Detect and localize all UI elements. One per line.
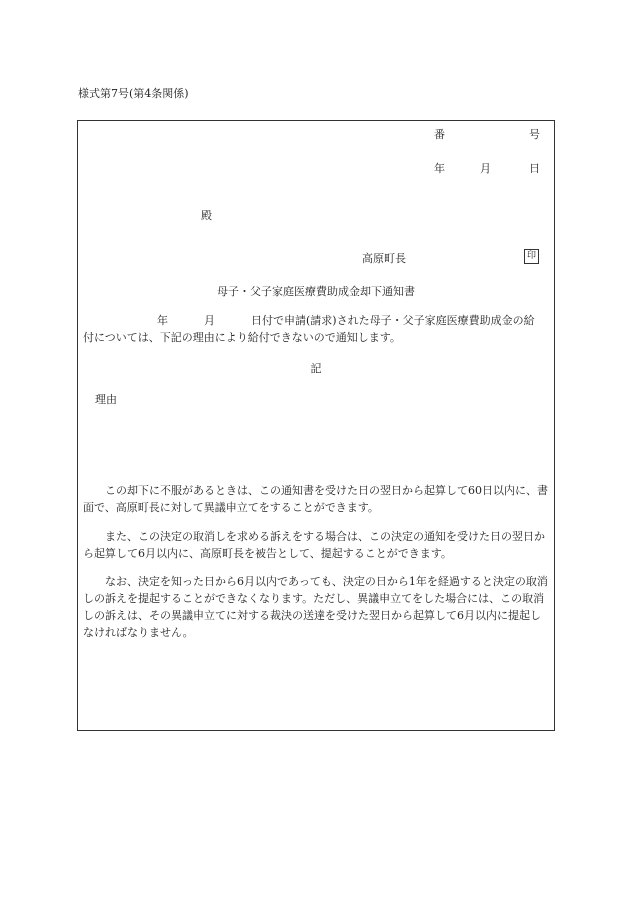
issuer-title: 高原町長 [362,252,406,265]
intro-month: 月 [204,314,215,327]
reason-label: 理由 [95,393,117,406]
number-suffix: 号 [529,128,540,141]
notice-paragraph-2: また、この決定の取消しを求める訴えをする場合は、この決定の通知を受けた日の翌日から起算して6月以内に、高原町長を被告として、提起することができます。 [83,530,545,560]
notice-paragraph-1: この却下に不服があるときは、この通知書を受けた日の翌日から起算して60日以内に、書面で、高原町長に対して異議申立てをすることができます。 [83,484,548,514]
form-number-label: 様式第7号(第4条関係) [78,87,189,100]
date-day: 日 [529,162,540,175]
document-title: 母子・父子家庭医療費助成金却下通知書 [217,285,415,298]
seal-stamp: 印 [524,249,539,264]
number-label: 番 [434,128,445,141]
intro-text-line1: 日付で申請(請求)された母子・父子家庭医療費助成金の給 [251,314,535,327]
intro-paragraph [83,312,549,346]
notice-paragraph-3: なお、決定を知った日から6月以内であっても、決定の日から1年を経過すると決定の取消しの訴えを提起することができなくなります。ただし、異議申立てをした場合には、この取消しの訴えは、その異議申立てに対する裁決の送達を受けた翌日から起算して6月以内に提起しなければなりません。 [83,575,548,639]
notice-form-frame [77,120,555,731]
addressee-honorific: 殿 [201,209,212,222]
date-month: 月 [480,162,491,175]
ki-heading: 記 [310,362,322,375]
intro-year: 年 [157,314,168,327]
date-year: 年 [434,162,445,175]
intro-text-line2: 付については、下記の理由により給付できないので通知します。 [83,331,401,344]
